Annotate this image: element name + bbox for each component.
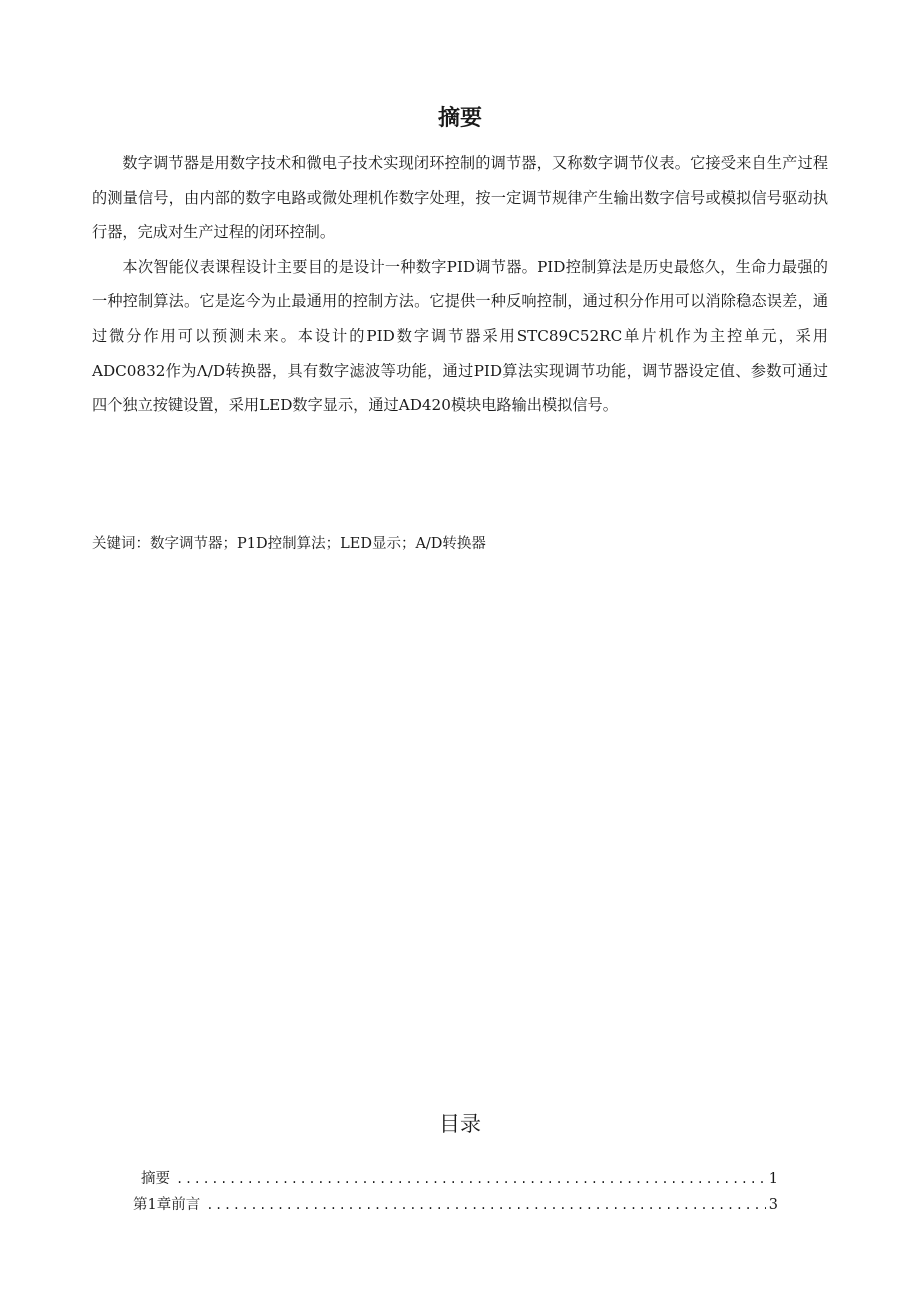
toc-entry-label: 摘要 [141, 1171, 170, 1187]
toc-entry-label: 第1章前言 [133, 1197, 201, 1213]
toc-list [133, 1166, 778, 1218]
abstract-paragraph: 数字调节器是用数字技术和微电子技术实现闭环控制的调节器，又称数字调节仪表。它接受来自生产过程的测量信号，由内部的数字电路或微处理机作数字处理，按一定调节规律产生输出数字信号或模拟信号驱动执行器，完成对生产过程的闭环控制。 [92, 154, 828, 242]
toc-entry-page: 1 [768, 1171, 778, 1187]
toc-leader-dots [206, 1192, 766, 1218]
keywords: 关键词：数字调节器；P1D控制算法；LED显示；A/D转换器 [92, 536, 486, 552]
toc-leader-dots [176, 1166, 766, 1192]
abstract-title: 摘要 [437, 106, 482, 131]
abstract-body [92, 146, 828, 423]
toc-title: 目录 [439, 1112, 481, 1136]
abstract-paragraph: 本次智能仪表课程设计主要目的是设计一种数字PID调节器。PID控制算法是历史最悠久，生命力最强的一种控制算法。它是迄今为止最通用的控制方法。它提供一种反响控制，通过积分作用可以消除稳态误差，通过微分作用可以预测未来。本设计的PID数字调节器采用STC89C52RC单片机作为主控单元，采用ADC0832作为Λ/D转换器，具有数字滤波等功能，通过PID算法实现调节功能，调节器设定值、参数可通过四个独立按键设置，采用LED数字显示，通过AD420模块电路输出模拟信号。 [92, 257, 828, 415]
toc-entry[interactable] [133, 1192, 778, 1218]
toc-entry[interactable] [133, 1166, 778, 1192]
toc-entry-page: 3 [768, 1197, 778, 1213]
